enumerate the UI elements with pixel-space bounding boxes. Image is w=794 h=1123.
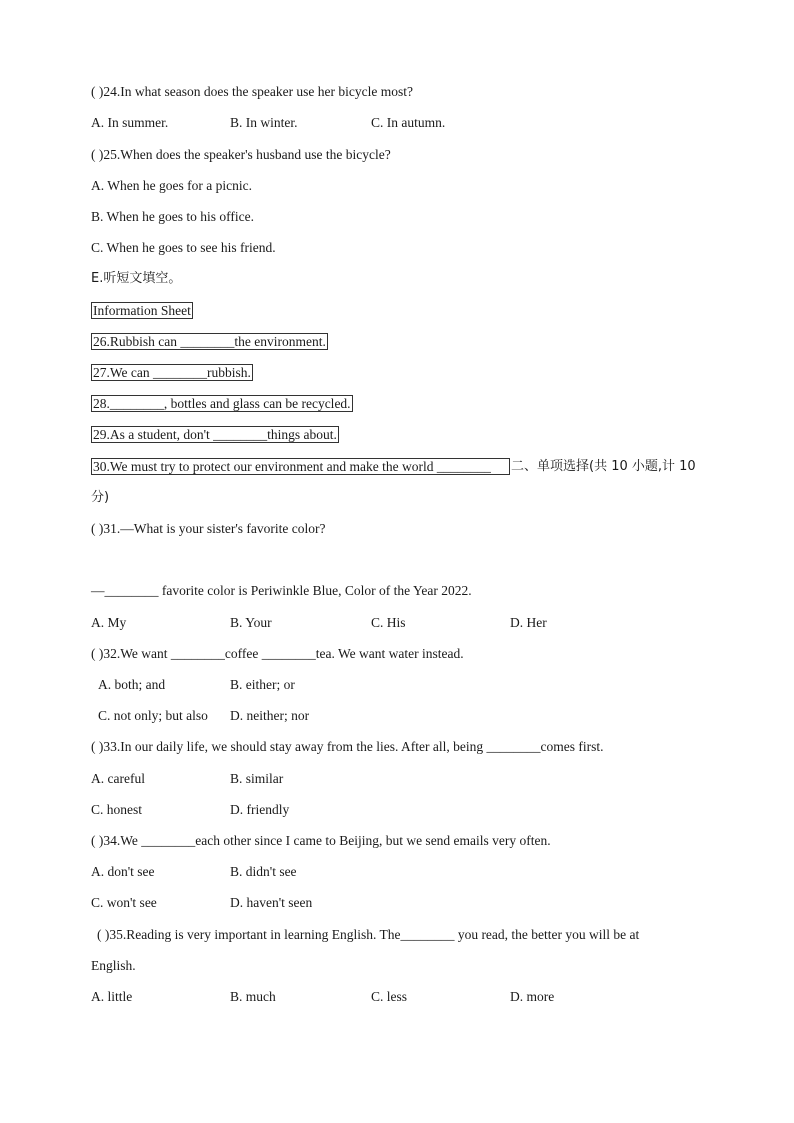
question-25-option-c: C. When he goes to see his friend. [91, 240, 276, 255]
option-b: B. either; or [230, 677, 295, 692]
fill-item-29: 29.As a student, don't ________things about. [93, 427, 337, 442]
option-c: C. won't see [91, 895, 157, 910]
option-b: B. much [230, 989, 276, 1004]
fill-item-26: 26.Rubbish can ________the environment. [93, 334, 326, 349]
option-d: D. friendly [230, 802, 290, 817]
question-25-stem: ( )25.When does the speaker's husband use the bicycle? [91, 147, 391, 162]
option-b: B. Your [230, 615, 272, 630]
option-d: D. more [510, 989, 555, 1004]
section-2-heading-cont: 分) [91, 490, 110, 505]
information-sheet-title: Information Sheet [93, 303, 191, 318]
option-a: A. don't see [91, 864, 155, 879]
option-c: C. less [371, 989, 408, 1004]
question-25-option-b: B. When he goes to his office. [91, 209, 254, 224]
option-c: C. honest [91, 802, 143, 817]
option-a: A. little [91, 989, 133, 1004]
option-b: B. similar [230, 771, 284, 786]
option-b: B. In winter. [230, 115, 298, 130]
option-a: A. In summer. [91, 115, 169, 130]
option-d: D. haven't seen [230, 895, 313, 910]
question-31-stem: ( )31.—What is your sister's favorite color? [91, 521, 326, 536]
option-a: A. careful [91, 771, 145, 786]
fill-item-30: 30.We must try to protect our environment and make the world ________ [91, 458, 510, 475]
option-c: C. In autumn. [371, 115, 446, 130]
fill-item-28: 28.________, bottles and glass can be recycled. [93, 396, 351, 411]
option-a: A. My [91, 615, 127, 630]
option-d: D. neither; nor [230, 708, 310, 723]
question-33-stem: ( )33.In our daily life, we should stay away from the lies. After all, being ________comes first. [91, 739, 604, 754]
option-b: B. didn't see [230, 864, 297, 879]
section-e-title: E.听短文填空。 [91, 271, 182, 286]
option-c: C. not only; but also [98, 708, 208, 723]
option-d: D. Her [510, 615, 547, 630]
question-25-option-a: A. When he goes for a picnic. [91, 178, 252, 193]
question-35-stem-cont: English. [91, 958, 136, 973]
question-34-stem: ( )34.We ________each other since I came to Beijing, but we send emails very often. [91, 833, 551, 848]
option-a: A. both; and [98, 677, 166, 692]
section-2-heading: 二、单项选择(共 10 小题,计 10 [511, 459, 696, 474]
question-35-stem: ( )35.Reading is very important in learning English. The________ you read, the better you will be at [97, 927, 640, 942]
question-32-stem: ( )32.We want ________coffee ________tea. We want water instead. [91, 646, 464, 661]
fill-item-27: 27.We can ________rubbish. [93, 365, 251, 380]
question-31-answer-line: —________ favorite color is Periwinkle Blue, Color of the Year 2022. [91, 583, 472, 598]
question-24-stem: ( )24.In what season does the speaker use her bicycle most? [91, 84, 414, 99]
option-c: C. His [371, 615, 406, 630]
